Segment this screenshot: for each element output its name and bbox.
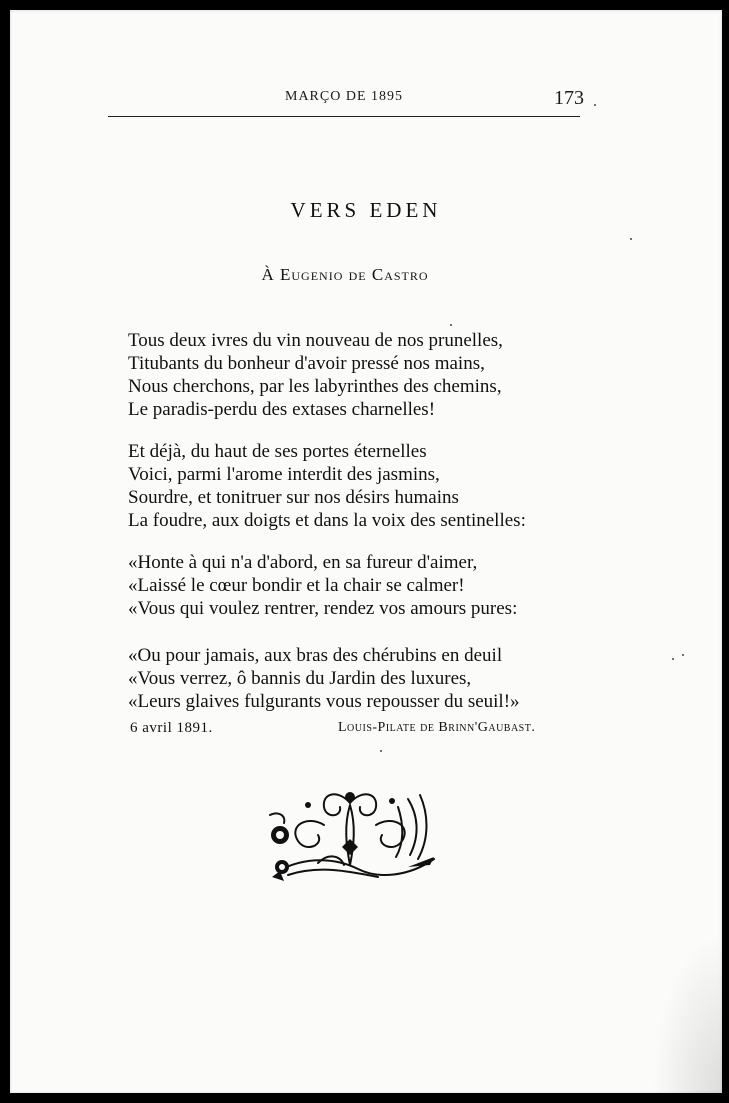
verse-line: Et déjà, du haut de ses portes éternelles (128, 441, 427, 462)
header-rule (108, 116, 580, 117)
paper-speck (450, 324, 452, 326)
stanza-2 (128, 440, 526, 532)
stanza-3 (128, 551, 517, 620)
paper-speck (630, 238, 632, 240)
verse-line: Titubants du bonheur d'avoir pressé nos mains, (128, 353, 485, 374)
verse-line: Tous deux ivres du vin nouveau de nos prunelles, (128, 330, 503, 351)
poem-dedication: À Eugenio de Castro (261, 265, 429, 284)
verse-line: Le paradis-perdu des extases charnelles! (128, 399, 436, 420)
paper-speck (594, 104, 596, 106)
paper-speck (682, 654, 684, 656)
verse-line: «Vous qui voulez rentrer, rendez vos amours pures: (128, 598, 518, 619)
verse-line: Nous cherchons, par les labyrinthes des chemins, (128, 376, 502, 397)
poem-author: Louis-Pilate de Brinn'Gaubast. (338, 720, 536, 735)
verse-line: «Ou pour jamais, aux bras des chérubins en deuil (128, 645, 503, 666)
running-head: MARÇO DE 1895 (285, 89, 404, 104)
stanza-1 (128, 329, 503, 421)
paper-grain (652, 933, 722, 1093)
floral-vignette-icon (258, 785, 440, 890)
page (10, 10, 722, 1093)
verse-line: «Vous verrez, ô bannis du Jardin des luxures, (128, 668, 472, 689)
poem-title: VERS EDEN (290, 198, 442, 222)
verse-line: «Laissé le cœur bondir et la chair se calmer! (128, 575, 465, 596)
paper-speck (380, 750, 382, 752)
verse-line: Voici, parmi l'arome interdit des jasmins, (128, 464, 440, 485)
paper-speck (672, 658, 674, 660)
page-number: 173 (554, 87, 584, 109)
poem-date: 6 avril 1891. (130, 720, 213, 736)
verse-line: Sourdre, et tonitruer sur nos désirs humains (128, 487, 459, 508)
verse-line: La foudre, aux doigts et dans la voix des sentinelles: (128, 510, 526, 531)
verse-line: «Leurs glaives fulgurants vous repousser du seuil!» (128, 691, 520, 712)
stanza-4 (128, 644, 520, 713)
verse-line: «Honte à qui n'a d'abord, en sa fureur d'aimer, (128, 552, 478, 573)
